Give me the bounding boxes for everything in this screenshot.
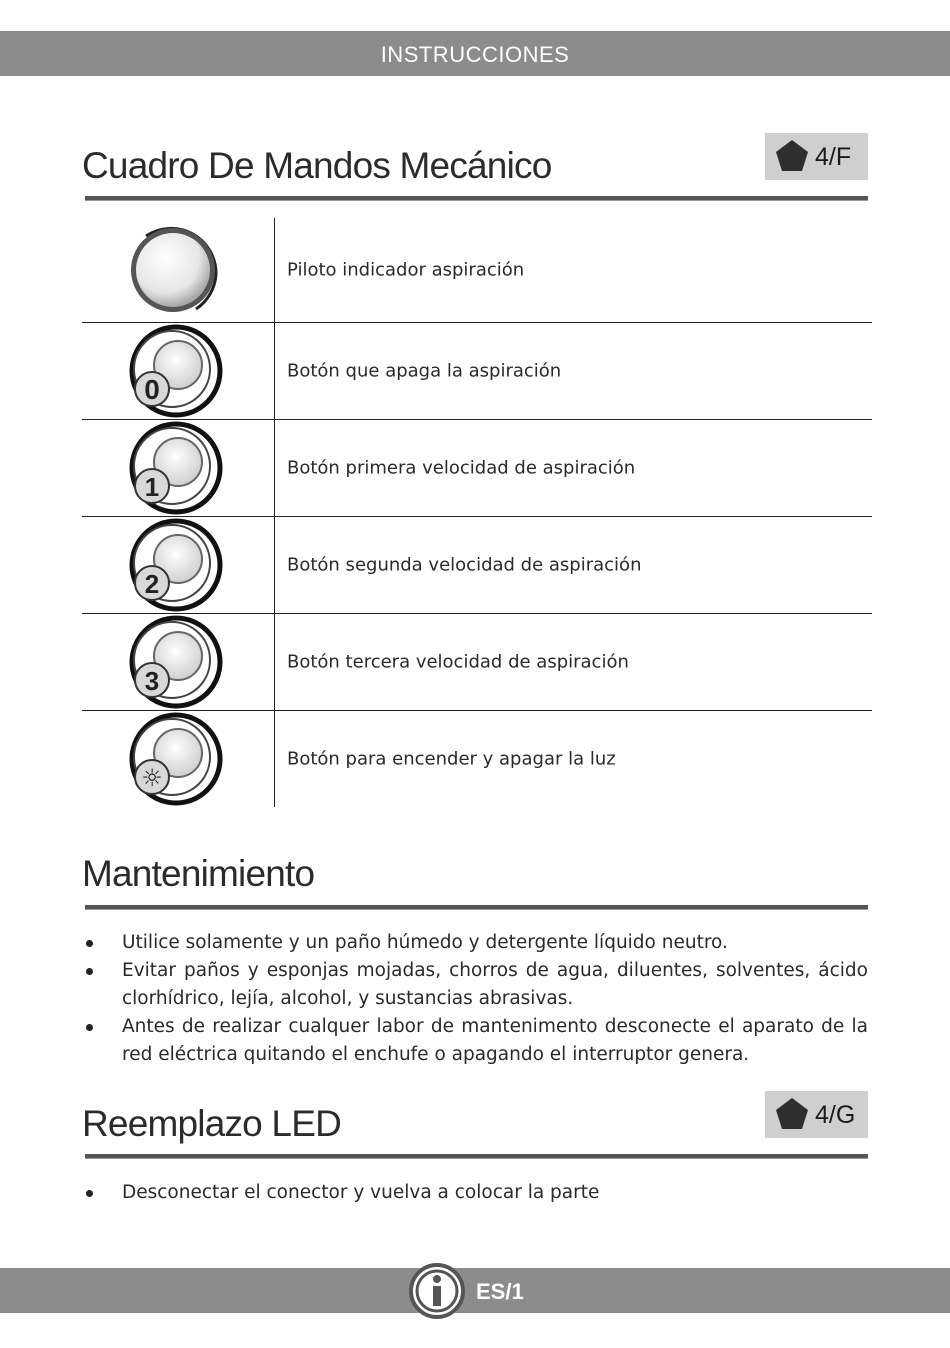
speed-2-button-icon <box>126 517 226 613</box>
speed-1-button-icon <box>126 420 226 516</box>
header-bar <box>0 31 950 76</box>
light-symbol: ☼ <box>141 764 163 792</box>
control-row <box>82 614 872 711</box>
control-label: Botón que apaga la aspiración <box>287 360 562 382</box>
control-icon-cell <box>82 711 275 807</box>
control-label: Botón tercera velocidad de aspiración <box>287 651 629 673</box>
control-icon-cell <box>82 323 275 419</box>
header-title: INSTRUCCIONES <box>380 42 570 67</box>
maintenance-list <box>82 929 868 1069</box>
maintenance-section-title: Mantenimiento <box>82 853 315 894</box>
control-icon-cell <box>82 218 275 322</box>
control-label: Piloto indicador aspiración <box>287 259 525 281</box>
info-icon <box>409 1263 465 1319</box>
off-button-icon <box>126 323 226 419</box>
speed-2-symbol: 2 <box>144 569 160 599</box>
section-divider <box>85 905 868 910</box>
led-ref-badge <box>765 1091 868 1138</box>
pentagon-icon <box>775 1097 809 1131</box>
speed-3-symbol: 3 <box>144 666 160 696</box>
control-label: Botón para encender y apagar la luz <box>287 748 616 770</box>
control-icon-cell <box>82 420 275 516</box>
section-divider <box>85 196 868 201</box>
speed-1-symbol: 1 <box>144 472 160 502</box>
section-divider <box>85 1154 868 1159</box>
controls-ref-badge <box>765 133 868 180</box>
speed-3-button-icon <box>126 614 226 710</box>
control-row <box>82 218 872 323</box>
controls-table <box>82 218 872 807</box>
light-button-icon <box>126 711 226 807</box>
list-item: Evitar paños y esponjas mojadas, chorros de agua, diluentes, solventes, ácido clorhídrico, lejía, alcohol, y sustancias abrasivas. <box>82 957 868 1013</box>
control-row <box>82 420 872 517</box>
control-label: Botón segunda velocidad de aspiración <box>287 554 642 576</box>
control-row <box>82 323 872 420</box>
control-icon-cell <box>82 517 275 613</box>
list-item: Antes de realizar cualquer labor de mantenimento desconecte el aparato de la red eléctrica quitando el enchufe o apagando el interruptor genera. <box>82 1013 868 1069</box>
page-number: ES/1 <box>476 1279 524 1304</box>
footer-bar <box>0 1268 950 1313</box>
control-row <box>82 517 872 614</box>
control-label: Botón primera velocidad de aspiración <box>287 457 636 479</box>
controls-ref-label: 4/F <box>815 143 852 171</box>
list-item: Desconectar el conector y vuelva a colocar la parte <box>82 1179 868 1207</box>
off-symbol: 0 <box>144 374 160 405</box>
pentagon-icon <box>775 139 809 173</box>
list-item: Utilice solamente y un paño húmedo y detergente líquido neutro. <box>82 929 868 957</box>
controls-section-title: Cuadro De Mandos Mecánico <box>82 145 552 186</box>
led-ref-label: 4/G <box>815 1101 856 1129</box>
led-list <box>82 1179 868 1207</box>
control-row <box>82 711 872 807</box>
indicator-light-icon <box>126 220 226 320</box>
led-section-title: Reemplazo LED <box>82 1103 342 1144</box>
control-icon-cell <box>82 614 275 710</box>
